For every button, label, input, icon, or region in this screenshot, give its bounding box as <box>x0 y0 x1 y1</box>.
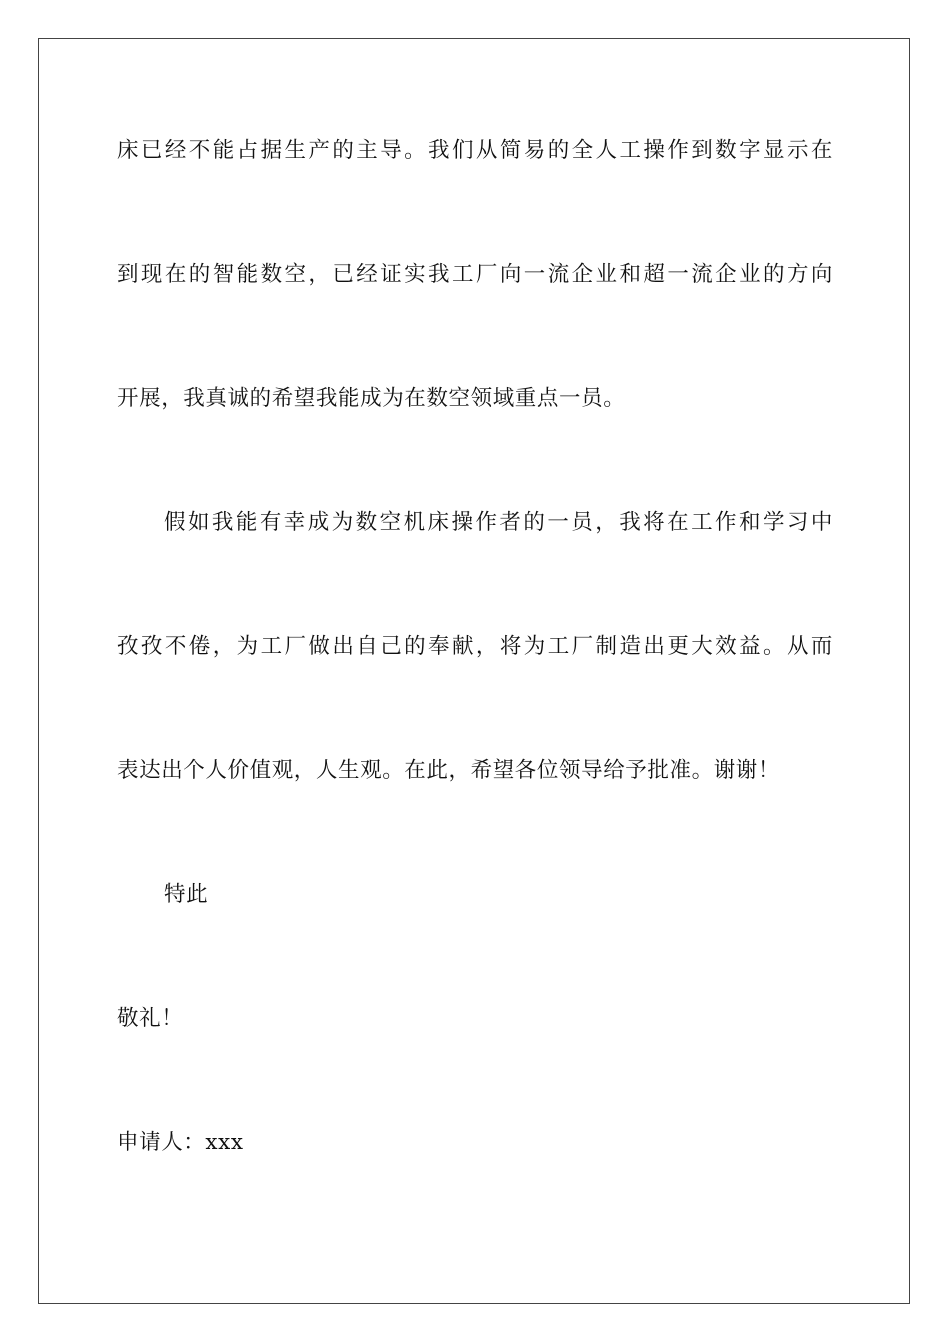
body-text-line: 开展，我真诚的希望我能成为在数空领域重点一员。 <box>117 386 626 411</box>
body-text-line: 假如我能有幸成为数空机床操作者的一员，我将在工作和学习中 <box>164 510 833 535</box>
body-text-line: 表达出个人价值观，人生观。在此，希望各位领导给予批准。谢谢！ <box>117 758 781 783</box>
body-text-line: 孜孜不倦，为工厂做出自己的奉献，将为工厂制造出更大效益。从而 <box>117 634 833 659</box>
salutation-text: 敬礼！ <box>117 1006 184 1031</box>
body-text-line: 到现在的智能数空，已经证实我工厂向一流企业和超一流企业的方向 <box>117 262 833 287</box>
page-border <box>38 38 910 1304</box>
closing-text: 特此 <box>164 882 209 907</box>
signature-text: 申请人：xxx <box>117 1130 244 1155</box>
body-text-line: 床已经不能占据生产的主导。我们从简易的全人工操作到数字显示在 <box>117 138 833 163</box>
